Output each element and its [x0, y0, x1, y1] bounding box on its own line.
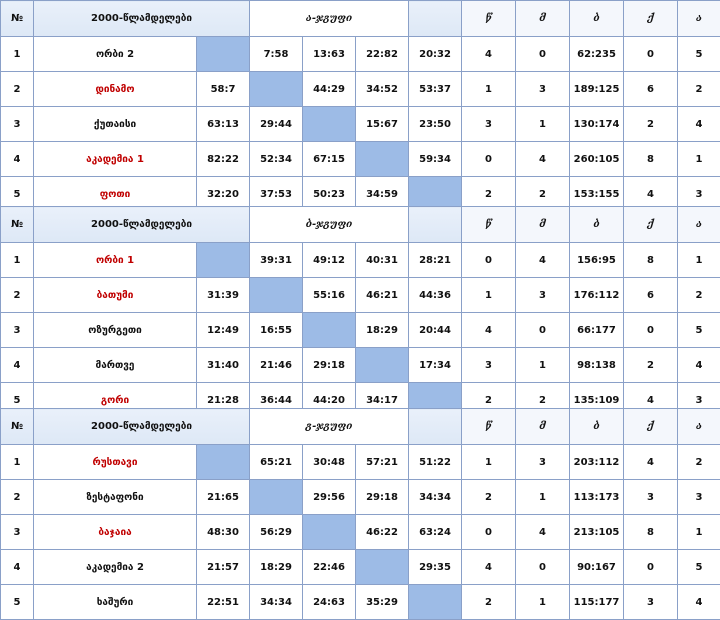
self-match-cell [356, 550, 409, 585]
group-table [0, 408, 720, 620]
match-score: 57:21 [356, 445, 409, 480]
stat-header: ბ [570, 1, 624, 37]
match-score: 48:30 [197, 515, 250, 550]
match-score: 22:51 [197, 585, 250, 620]
group-table [0, 206, 720, 418]
losses-cell: 3 [516, 445, 570, 480]
losses-cell: 1 [516, 480, 570, 515]
team-row [1, 72, 720, 107]
match-score: 29:56 [303, 480, 356, 515]
match-score: 63:24 [409, 515, 462, 550]
match-score: 22:46 [303, 550, 356, 585]
match-score: 46:21 [356, 278, 409, 313]
team-name: ზესტაფონი [34, 480, 197, 515]
self-match-cell [303, 313, 356, 348]
team-row [1, 445, 720, 480]
match-score: 31:39 [197, 278, 250, 313]
wins-cell: 0 [462, 142, 516, 177]
match-score: 55:16 [303, 278, 356, 313]
match-score: 36:44 [250, 383, 303, 418]
wins-cell: 2 [462, 585, 516, 620]
team-name: ოზურგეთი [34, 313, 197, 348]
team-number: 2 [1, 480, 34, 515]
points-diff-cell: 62:235 [570, 37, 624, 72]
match-score: 44:36 [409, 278, 462, 313]
team-number: 4 [1, 550, 34, 585]
team-row [1, 278, 720, 313]
losses-cell: 1 [516, 585, 570, 620]
points-diff-cell: 189:125 [570, 72, 624, 107]
points-cell: 4 [624, 445, 678, 480]
group-header-row [1, 207, 720, 243]
place-cell: 5 [678, 313, 720, 348]
group-header-row [1, 409, 720, 445]
self-match-cell [409, 585, 462, 620]
match-score: 67:15 [303, 142, 356, 177]
losses-cell: 3 [516, 278, 570, 313]
match-score: 44:20 [303, 383, 356, 418]
stat-header: მ [516, 207, 570, 243]
group-table [0, 0, 720, 212]
match-score: 82:22 [197, 142, 250, 177]
match-score: 21:46 [250, 348, 303, 383]
team-row [1, 550, 720, 585]
stat-header: ა [678, 207, 720, 243]
match-score: 29:18 [356, 480, 409, 515]
self-match-cell [250, 480, 303, 515]
points-diff-cell: 203:112 [570, 445, 624, 480]
group-header-row [1, 1, 720, 37]
team-row [1, 515, 720, 550]
wins-cell: 4 [462, 37, 516, 72]
team-number: 1 [1, 445, 34, 480]
match-score: 17:34 [409, 348, 462, 383]
points-cell: 4 [624, 383, 678, 418]
wins-cell: 3 [462, 107, 516, 142]
wins-cell: 3 [462, 348, 516, 383]
place-cell: 1 [678, 243, 720, 278]
match-score: 20:44 [409, 313, 462, 348]
team-name: აკადემია 2 [34, 550, 197, 585]
place-cell: 5 [678, 37, 720, 72]
points-cell: 2 [624, 348, 678, 383]
losses-cell: 0 [516, 313, 570, 348]
stat-header: მ [516, 1, 570, 37]
losses-cell: 4 [516, 142, 570, 177]
match-score: 24:63 [303, 585, 356, 620]
team-row [1, 348, 720, 383]
match-score: 29:35 [409, 550, 462, 585]
points-cell: 8 [624, 142, 678, 177]
match-score: 7:58 [250, 37, 303, 72]
self-match-cell [303, 107, 356, 142]
stat-header: ქ [624, 207, 678, 243]
place-cell: 3 [678, 480, 720, 515]
place-cell: 5 [678, 550, 720, 585]
self-match-cell [356, 348, 409, 383]
points-diff-cell: 115:177 [570, 585, 624, 620]
losses-cell: 0 [516, 37, 570, 72]
match-score: 34:34 [250, 585, 303, 620]
self-match-cell [250, 278, 303, 313]
header-gap [409, 409, 462, 445]
team-name: აკადემია 1 [34, 142, 197, 177]
wins-cell: 2 [462, 480, 516, 515]
points-cell: 8 [624, 515, 678, 550]
wins-cell: 1 [462, 72, 516, 107]
points-cell: 2 [624, 107, 678, 142]
self-match-cell [303, 515, 356, 550]
group-label: ბ-ჯგუფი [250, 207, 409, 243]
match-score: 34:17 [356, 383, 409, 418]
team-row [1, 585, 720, 620]
place-cell: 4 [678, 107, 720, 142]
team-row [1, 142, 720, 177]
team-number: 3 [1, 515, 34, 550]
team-row [1, 107, 720, 142]
match-score: 18:29 [250, 550, 303, 585]
place-cell: 2 [678, 72, 720, 107]
place-cell: 4 [678, 585, 720, 620]
place-cell: 1 [678, 142, 720, 177]
stat-header: წ [462, 1, 516, 37]
self-match-cell [197, 445, 250, 480]
match-score: 34:52 [356, 72, 409, 107]
match-score: 39:31 [250, 243, 303, 278]
team-number: 1 [1, 37, 34, 72]
match-score: 22:82 [356, 37, 409, 72]
team-number: 3 [1, 107, 34, 142]
stat-header: ა [678, 1, 720, 37]
team-number: 5 [1, 177, 34, 212]
match-score: 40:31 [356, 243, 409, 278]
losses-cell: 4 [516, 515, 570, 550]
number-header: № [1, 207, 34, 243]
team-name: ქუთაისი [34, 107, 197, 142]
team-name: ორბი 1 [34, 243, 197, 278]
points-diff-cell: 156:95 [570, 243, 624, 278]
points-diff-cell: 113:173 [570, 480, 624, 515]
match-score: 37:53 [250, 177, 303, 212]
team-name: ორბი 2 [34, 37, 197, 72]
team-number: 4 [1, 348, 34, 383]
points-diff-cell: 260:105 [570, 142, 624, 177]
team-name: მართვე [34, 348, 197, 383]
year-label: 2000-წლამდელები [34, 207, 250, 243]
team-row [1, 313, 720, 348]
stat-header: ქ [624, 1, 678, 37]
team-number: 5 [1, 383, 34, 418]
losses-cell: 0 [516, 550, 570, 585]
wins-cell: 0 [462, 243, 516, 278]
place-cell: 3 [678, 383, 720, 418]
team-number: 5 [1, 585, 34, 620]
wins-cell: 1 [462, 278, 516, 313]
team-name: რუსთავი [34, 445, 197, 480]
wins-cell: 4 [462, 313, 516, 348]
points-cell: 0 [624, 313, 678, 348]
self-match-cell [197, 37, 250, 72]
match-score: 31:40 [197, 348, 250, 383]
match-score: 58:7 [197, 72, 250, 107]
year-label: 2000-წლამდელები [34, 409, 250, 445]
match-score: 65:21 [250, 445, 303, 480]
points-cell: 6 [624, 72, 678, 107]
self-match-cell [356, 142, 409, 177]
match-score: 28:21 [409, 243, 462, 278]
stat-header: წ [462, 409, 516, 445]
group-label: გ-ჯგუფი [250, 409, 409, 445]
year-label: 2000-წლამდელები [34, 1, 250, 37]
losses-cell: 2 [516, 383, 570, 418]
match-score: 49:12 [303, 243, 356, 278]
match-score: 44:29 [303, 72, 356, 107]
points-cell: 4 [624, 177, 678, 212]
match-score: 63:13 [197, 107, 250, 142]
team-name: დინამო [34, 72, 197, 107]
match-score: 32:20 [197, 177, 250, 212]
stat-header: ბ [570, 409, 624, 445]
match-score: 21:57 [197, 550, 250, 585]
place-cell: 3 [678, 177, 720, 212]
match-score: 30:48 [303, 445, 356, 480]
team-name: გორი [34, 383, 197, 418]
team-name: ფოთი [34, 177, 197, 212]
points-cell: 3 [624, 585, 678, 620]
points-diff-cell: 90:167 [570, 550, 624, 585]
points-diff-cell: 176:112 [570, 278, 624, 313]
stat-header: ა [678, 409, 720, 445]
number-header: № [1, 1, 34, 37]
team-number: 2 [1, 72, 34, 107]
match-score: 34:59 [356, 177, 409, 212]
points-diff-cell: 66:177 [570, 313, 624, 348]
wins-cell: 4 [462, 550, 516, 585]
team-number: 2 [1, 278, 34, 313]
match-score: 18:29 [356, 313, 409, 348]
team-row [1, 480, 720, 515]
self-match-cell [250, 72, 303, 107]
self-match-cell [197, 243, 250, 278]
losses-cell: 3 [516, 72, 570, 107]
losses-cell: 2 [516, 177, 570, 212]
team-name: ბათუმი [34, 278, 197, 313]
match-score: 56:29 [250, 515, 303, 550]
number-header: № [1, 409, 34, 445]
place-cell: 2 [678, 278, 720, 313]
team-row [1, 243, 720, 278]
match-score: 52:34 [250, 142, 303, 177]
wins-cell: 0 [462, 515, 516, 550]
match-score: 59:34 [409, 142, 462, 177]
stat-header: ქ [624, 409, 678, 445]
stat-header: მ [516, 409, 570, 445]
match-score: 15:67 [356, 107, 409, 142]
match-score: 29:44 [250, 107, 303, 142]
match-score: 50:23 [303, 177, 356, 212]
match-score: 20:32 [409, 37, 462, 72]
points-cell: 0 [624, 550, 678, 585]
losses-cell: 1 [516, 348, 570, 383]
match-score: 13:63 [303, 37, 356, 72]
points-diff-cell: 130:174 [570, 107, 624, 142]
match-score: 12:49 [197, 313, 250, 348]
team-number: 3 [1, 313, 34, 348]
points-cell: 3 [624, 480, 678, 515]
wins-cell: 2 [462, 383, 516, 418]
match-score: 53:37 [409, 72, 462, 107]
points-cell: 8 [624, 243, 678, 278]
header-gap [409, 1, 462, 37]
place-cell: 1 [678, 515, 720, 550]
team-row [1, 37, 720, 72]
stat-header: წ [462, 207, 516, 243]
team-name: ხაშური [34, 585, 197, 620]
match-score: 34:34 [409, 480, 462, 515]
match-score: 16:55 [250, 313, 303, 348]
match-score: 29:18 [303, 348, 356, 383]
points-diff-cell: 213:105 [570, 515, 624, 550]
wins-cell: 2 [462, 177, 516, 212]
match-score: 51:22 [409, 445, 462, 480]
match-score: 21:65 [197, 480, 250, 515]
match-score: 35:29 [356, 585, 409, 620]
losses-cell: 4 [516, 243, 570, 278]
points-diff-cell: 135:109 [570, 383, 624, 418]
points-diff-cell: 98:138 [570, 348, 624, 383]
points-diff-cell: 153:155 [570, 177, 624, 212]
stat-header: ბ [570, 207, 624, 243]
place-cell: 2 [678, 445, 720, 480]
match-score: 23:50 [409, 107, 462, 142]
place-cell: 4 [678, 348, 720, 383]
header-gap [409, 207, 462, 243]
wins-cell: 1 [462, 445, 516, 480]
points-cell: 0 [624, 37, 678, 72]
group-label: ა-ჯგუფი [250, 1, 409, 37]
losses-cell: 1 [516, 107, 570, 142]
team-name: ბაჯაია [34, 515, 197, 550]
team-number: 1 [1, 243, 34, 278]
match-score: 21:28 [197, 383, 250, 418]
points-cell: 6 [624, 278, 678, 313]
team-number: 4 [1, 142, 34, 177]
match-score: 46:22 [356, 515, 409, 550]
